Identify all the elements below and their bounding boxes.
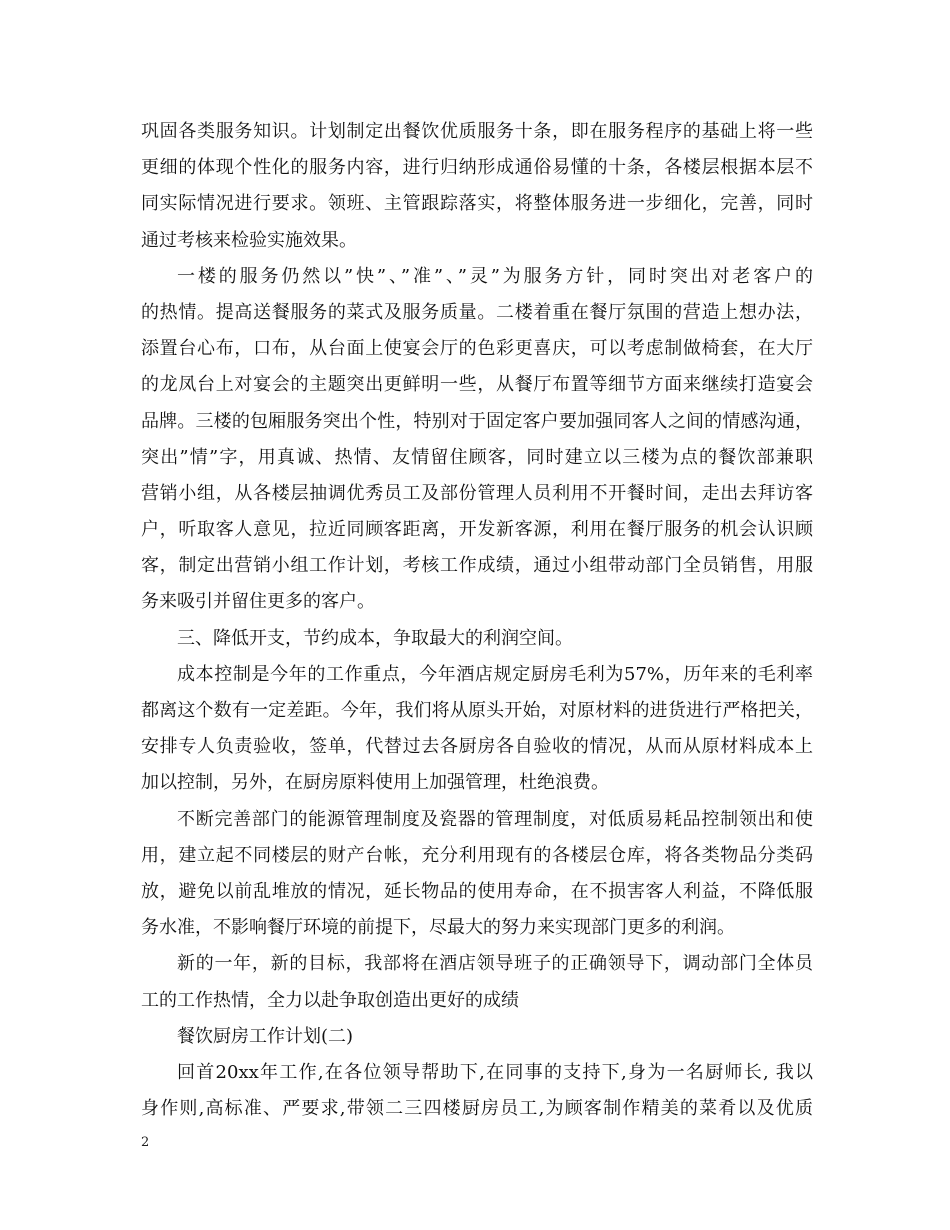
text-line: 务来吸引并留住更多的客户。 (141, 591, 375, 613)
section-title: 餐饮厨房工作计划(二) (177, 1025, 354, 1047)
text-line: 通过考核来检验实施效果。 (141, 229, 357, 251)
text-line: 都离这个数有一定差距。今年，我们将从原头开始，对原材料的进货进行严格把关， (141, 700, 813, 721)
text-line: 同实际情况进行要求。领班、主管跟踪落实，将整体服务进一步细化，完善，同时 (141, 193, 813, 215)
section-heading: 三、降低开支，节约成本，争取最大的利润空间。 (177, 627, 573, 649)
document-body (141, 114, 813, 1127)
text-line: 新的一年，新的目标，我部将在酒店领导班子的正确领导下，调动部门全体员 (177, 953, 813, 975)
text-line: 加以控制，另外，在厨房原料使用上加强管理，杜绝浪费。 (141, 772, 609, 794)
text-line: 添置台心布，口布，从台面上使宴会厅的色彩更喜庆，可以考虑制做椅套，在大厅 (141, 338, 813, 360)
text-line: 的龙凤台上对宴会的主题突出更鲜明一些，从餐厅布置等细节方面来继续打造宴会 (141, 374, 813, 396)
text-line: 营销小组，从各楼层抽调优秀员工及部份管理人员利用不开餐时间，走出去拜访客 (141, 482, 813, 504)
text-line: 的热情。提高送餐服务的菜式及服务质量。二楼着重在餐厅氛围的营造上想办法， (141, 301, 813, 323)
text-line: 突出”情”字，用真诚、热情、友情留住顾客，同时建立以三楼为点的餐饮部兼职 (141, 446, 813, 468)
page-number: 2 (141, 1135, 150, 1150)
text-line: 客，制定出营销小组工作计划，考核工作成绩，通过小组带动部门全员销售，用服 (141, 555, 813, 577)
text-line: 安排专人负责验收，签单，代替过去各厨房各自验收的情况，从而从原材料成本上 (141, 736, 813, 758)
text-line: 放，避免以前乱堆放的情况，延长物品的使用寿命，在不损害客人利益，不降低服 (141, 880, 813, 902)
text-line: 更细的体现个性化的服务内容，进行归纳形成通俗易懂的十条，各楼层根据本层不 (141, 157, 813, 179)
text-line: 回首20xx年工作,在各位领导帮助下,在同事的支持下,身为一名厨师长, 我以 (177, 1061, 813, 1083)
text-line: 不断完善部门的能源管理制度及瓷器的管理制度，对低质易耗品控制领出和使 (177, 808, 813, 830)
text-line: 户，听取客人意见，拉近同顾客距离，开发新客源，利用在餐厅服务的机会认识顾 (141, 519, 813, 541)
text-line: 身作则,高标准、严要求,带领二三四楼厨房员工,为顾客制作精美的菜肴以及优质 (141, 1098, 813, 1120)
text-line: 工的工作热情，全力以赴争取创造出更好的成绩 (141, 989, 519, 1011)
text-line: 成本控制是今年的工作重点，今年酒店规定厨房毛利为57%，历年来的毛利率 (177, 663, 813, 685)
text-line: 用，建立起不同楼层的财产台帐，充分利用现有的各楼层仓库，将各类物品分类码 (141, 844, 813, 866)
text-line: 一楼的服务仍然以”快”、”准”、”灵”为服务方针，同时突出对老客户的 (177, 265, 813, 287)
text-line: 务水准，不影响餐厅环境的前提下，尽最大的努力来实现部门更多的利润。 (141, 917, 735, 939)
text-line: 巩固各类服务知识。计划制定出餐饮优质服务十条，即在服务程序的基础上将一些 (141, 121, 813, 142)
text-line: 品牌。三楼的包厢服务突出个性，特别对于固定客户要加强同客人之间的情感沟通， (141, 410, 813, 432)
